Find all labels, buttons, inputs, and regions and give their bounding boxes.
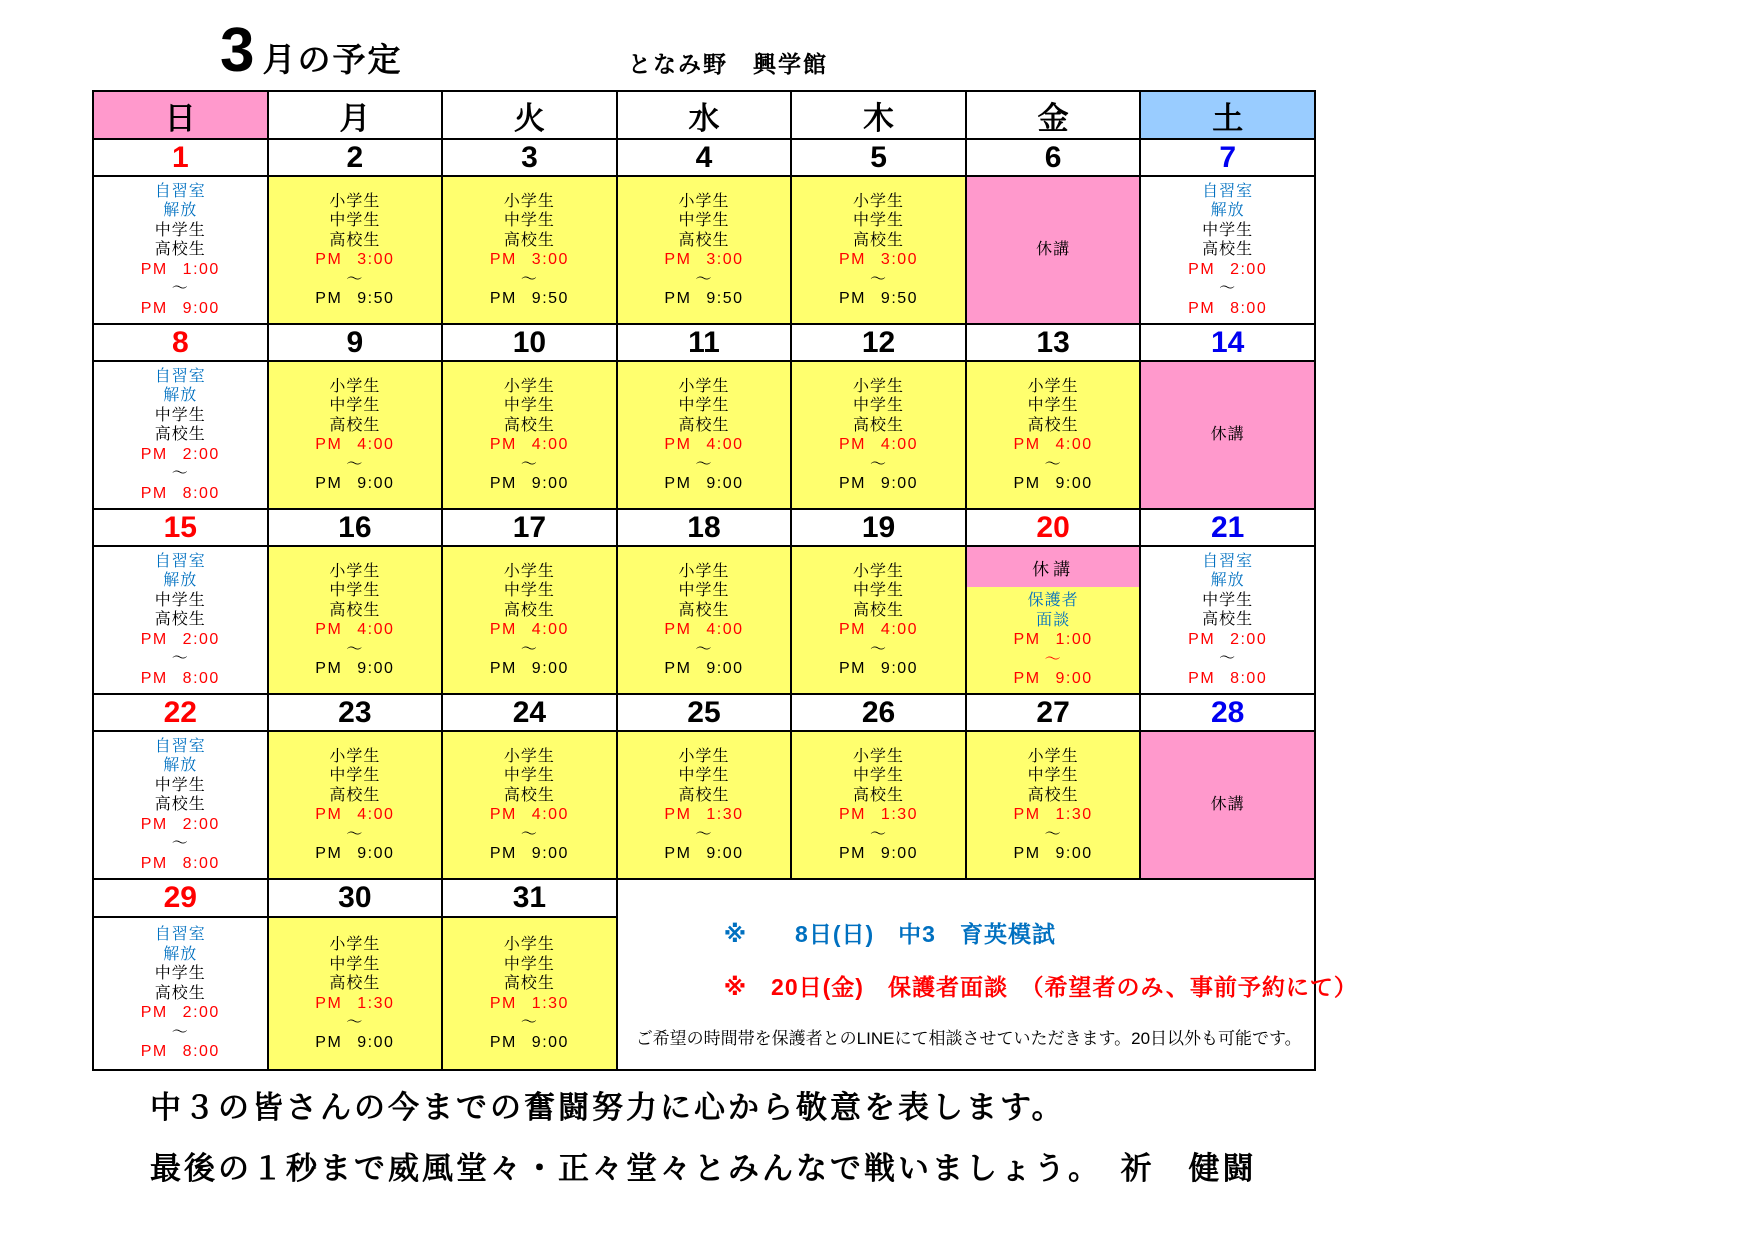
schedule-line: PM 9:50 [838, 290, 919, 307]
date-cell-22: 22 [93, 694, 268, 731]
schedule-lines [269, 177, 442, 323]
organization-name: となみ野 興学館 [628, 51, 828, 77]
schedule-line: ～ [1044, 455, 1062, 473]
schedule-line: PM 9:00 [1013, 475, 1093, 492]
schedule-cell-27 [966, 731, 1141, 879]
schedule-cell-13 [966, 361, 1141, 509]
schedule-row [93, 176, 1315, 324]
schedule-cell-9 [268, 361, 443, 509]
date-cell-20: 20 [966, 509, 1141, 546]
schedule-line: 高校生 [329, 975, 381, 993]
schedule-line: ～ [171, 650, 189, 668]
schedule-line: PM 2:00 [140, 1004, 220, 1022]
schedule-lines [269, 921, 442, 1067]
month-title-label: 月の予定 [262, 41, 403, 78]
date-row [93, 694, 1315, 731]
schedule-line: 小学生 [329, 562, 381, 580]
schedule-line: 小学生 [1027, 747, 1079, 765]
schedule-line: ～ [1044, 650, 1062, 668]
schedule-line: PM 8:00 [140, 484, 220, 502]
schedule-cell-1 [93, 176, 268, 324]
schedule-line: ～ [520, 640, 538, 658]
schedule-lines [94, 547, 267, 693]
schedule-cell-20 [966, 546, 1141, 694]
schedule-line: 小学生 [678, 747, 730, 765]
schedule-line: 小学生 [503, 936, 555, 954]
schedule-cell-30 [268, 917, 443, 1070]
schedule-line: PM 8:00 [1188, 299, 1268, 317]
schedule-line: 高校生 [154, 241, 206, 259]
schedule-cell-26 [791, 731, 966, 879]
schedule-line: ～ [520, 1014, 538, 1032]
schedule-line: 小学生 [329, 747, 381, 765]
schedule-lines [443, 177, 616, 323]
schedule-line: PM 9:00 [1013, 670, 1093, 688]
schedule-line: 自習室 [154, 737, 206, 755]
schedule-cell-15 [93, 546, 268, 694]
schedule-line: 中学生 [503, 582, 555, 599]
schedule-line: ～ [870, 825, 888, 843]
schedule-line: PM 9:00 [489, 1033, 569, 1051]
schedule-cell-18 [617, 546, 792, 694]
schedule-line: PM 9:00 [489, 660, 569, 677]
schedule-cell-3 [442, 176, 617, 324]
schedule-line: 高校生 [1202, 241, 1254, 259]
schedule-cell-6 [966, 176, 1141, 324]
schedule-line: ～ [695, 640, 713, 658]
date-cell-11: 11 [617, 324, 792, 361]
closed-label: 休講 [1210, 426, 1245, 444]
schedule-line: 高校生 [678, 786, 730, 804]
date-cell-15: 15 [93, 509, 268, 546]
schedule-calendar-table [92, 90, 1358, 1071]
schedule-line: PM 1:00 [1013, 631, 1093, 649]
schedule-line: 小学生 [678, 562, 730, 580]
schedule-line: 中学生 [853, 767, 905, 784]
schedule-lines [269, 732, 442, 878]
weekday-header-5: 金 [966, 91, 1141, 139]
schedule-line: PM 2:00 [1188, 630, 1268, 648]
weekday-header-row [93, 91, 1315, 139]
schedule-line: 中学生 [154, 221, 206, 239]
schedule-lines [792, 362, 965, 508]
schedule-line: 解放 [163, 387, 198, 405]
schedule-line: ～ [171, 465, 189, 483]
schedule-line: 中学生 [154, 591, 206, 609]
date-row [93, 139, 1315, 176]
schedule-line: PM 9:50 [664, 290, 744, 307]
schedule-line: ～ [695, 270, 713, 288]
date-cell-6: 6 [966, 139, 1141, 176]
schedule-line: ～ [1219, 280, 1237, 298]
weekday-header-0: 日 [93, 91, 268, 139]
schedule-line: PM 2:00 [140, 630, 220, 648]
schedule-line: PM 9:00 [838, 475, 919, 492]
schedule-line: 自習室 [154, 182, 206, 200]
date-row [93, 879, 1315, 917]
schedule-line: 面談 [1036, 611, 1071, 629]
date-cell-12: 12 [791, 324, 966, 361]
schedule-line: ～ [1219, 650, 1237, 668]
schedule-line: PM 9:00 [664, 660, 744, 677]
date-cell-28: 28 [1140, 694, 1315, 731]
schedule-line: PM 2:00 [140, 815, 220, 833]
schedule-line: PM 8:00 [140, 669, 220, 687]
schedule-cell-5 [791, 176, 966, 324]
schedule-line: ～ [1044, 825, 1062, 843]
schedule-line: 高校生 [329, 416, 381, 434]
schedule-line: 中学生 [503, 955, 555, 973]
schedule-line: 解放 [163, 945, 198, 963]
schedule-line: ～ [346, 455, 364, 473]
notes-area [617, 879, 1358, 1070]
schedule-line: PM 8:00 [140, 854, 220, 872]
date-cell-14: 14 [1140, 324, 1315, 361]
schedule-lines [94, 732, 267, 878]
schedule-lines [94, 362, 267, 508]
schedule-row [93, 361, 1315, 509]
date-cell-7: 7 [1140, 139, 1315, 176]
schedule-line: 小学生 [853, 562, 905, 580]
schedule-cell-10 [442, 361, 617, 509]
schedule-line: PM 1:30 [489, 994, 569, 1012]
schedule-line: PM 9:00 [315, 660, 395, 677]
schedule-line: 解放 [163, 202, 198, 220]
schedule-line: 高校生 [503, 231, 555, 249]
weekday-header-2: 火 [442, 91, 617, 139]
date-cell-17: 17 [442, 509, 617, 546]
schedule-line: ～ [520, 455, 538, 473]
schedule-line: PM 4:00 [1013, 436, 1093, 453]
schedule-line: PM 4:00 [838, 436, 919, 453]
schedule-line: 高校生 [678, 601, 730, 619]
weekday-header-4: 木 [791, 91, 966, 139]
schedule-line: PM 4:00 [315, 436, 395, 453]
schedule-line: ～ [346, 1014, 364, 1032]
schedule-line: ～ [346, 270, 364, 288]
schedule-line: 小学生 [678, 377, 730, 395]
schedule-line: 高校生 [329, 601, 381, 619]
schedule-line: ～ [346, 640, 364, 658]
closed-label: 休講 [1036, 241, 1071, 259]
schedule-line: PM 8:00 [1188, 669, 1268, 687]
schedule-row [93, 546, 1315, 694]
schedule-line: PM 9:00 [664, 845, 744, 862]
schedule-line: 自習室 [1202, 182, 1254, 200]
schedule-cell-2 [268, 176, 443, 324]
date-cell-4: 4 [617, 139, 792, 176]
schedule-lines [1141, 547, 1314, 693]
weekday-header-6: 土 [1140, 91, 1315, 139]
date-cell-1: 1 [93, 139, 268, 176]
schedule-lines [792, 547, 965, 693]
schedule-cell-25 [617, 731, 792, 879]
schedule-lines [792, 177, 965, 323]
date-cell-27: 27 [966, 694, 1141, 731]
split-cell-inner [967, 547, 1140, 693]
schedule-line: 中学生 [678, 212, 730, 229]
schedule-line: 中学生 [329, 397, 381, 414]
schedule-line: PM 9:00 [315, 845, 395, 862]
schedule-line: PM 9:00 [315, 475, 395, 492]
schedule-line: ～ [695, 455, 713, 473]
date-cell-31: 31 [442, 879, 617, 917]
schedule-line: PM 1:30 [838, 806, 919, 823]
schedule-line: 高校生 [503, 416, 555, 434]
schedule-cell-21 [1140, 546, 1315, 694]
closed-band: 休講 [967, 547, 1140, 587]
date-cell-25: 25 [617, 694, 792, 731]
schedule-line: 解放 [1210, 572, 1245, 590]
schedule-line: 高校生 [154, 984, 206, 1002]
schedule-line: 中学生 [503, 397, 555, 414]
schedule-line: PM 8:00 [140, 1043, 220, 1061]
schedule-line: 小学生 [503, 192, 555, 210]
schedule-lines [618, 547, 791, 693]
schedule-line: 中学生 [329, 212, 381, 229]
schedule-line: 小学生 [678, 192, 730, 210]
schedule-line: 高校生 [154, 426, 206, 444]
schedule-cell-17 [442, 546, 617, 694]
schedule-lines [967, 587, 1140, 693]
schedule-line: PM 4:00 [489, 621, 569, 638]
schedule-cell-14 [1140, 361, 1315, 509]
schedule-line: 中学生 [329, 955, 381, 973]
schedule-line: PM 9:00 [1013, 845, 1093, 862]
schedule-lines [618, 732, 791, 878]
schedule-line: ～ [870, 455, 888, 473]
schedule-line: ～ [346, 825, 364, 843]
schedule-line: 高校生 [329, 786, 381, 804]
schedule-line: 中学生 [154, 406, 206, 424]
schedule-line: ～ [520, 825, 538, 843]
schedule-lines [618, 362, 791, 508]
schedule-line: 中学生 [154, 965, 206, 983]
schedule-line: PM 2:00 [1188, 260, 1268, 278]
schedule-line: 高校生 [1027, 786, 1079, 804]
schedule-line: 高校生 [678, 416, 730, 434]
note-line-2: ご希望の時間帯を保護者とのLINEにて相談させていただきます。20日以外も可能です。 [635, 1029, 1302, 1048]
schedule-line: 自習室 [154, 926, 206, 944]
schedule-line: PM 9:00 [838, 660, 919, 677]
schedule-line: 高校生 [329, 231, 381, 249]
date-cell-29: 29 [93, 879, 268, 917]
schedule-cell-11 [617, 361, 792, 509]
schedule-line: 高校生 [853, 786, 905, 804]
date-cell-16: 16 [268, 509, 443, 546]
date-cell-13: 13 [966, 324, 1141, 361]
schedule-line: 高校生 [503, 601, 555, 619]
closed-label: 休講 [1210, 796, 1245, 814]
schedule-cell-23 [268, 731, 443, 879]
schedule-line: 小学生 [329, 192, 381, 210]
schedule-cell-28 [1140, 731, 1315, 879]
schedule-line: 高校生 [853, 231, 905, 249]
schedule-lines [443, 921, 616, 1067]
schedule-line: 高校生 [503, 975, 555, 993]
schedule-line: 中学生 [853, 397, 905, 414]
schedule-line: 高校生 [853, 601, 905, 619]
schedule-line: PM 4:00 [489, 436, 569, 453]
footer-message-1: 中３の皆さんの今までの奮闘努力に心から敬意を表します。 [150, 1090, 1066, 1125]
date-cell-30: 30 [268, 879, 443, 917]
schedule-line: 中学生 [503, 767, 555, 784]
schedule-line: 自習室 [154, 367, 206, 385]
schedule-line: 小学生 [503, 377, 555, 395]
schedule-line: 高校生 [1027, 416, 1079, 434]
schedule-cell-29 [93, 917, 268, 1070]
date-cell-26: 26 [791, 694, 966, 731]
schedule-line: PM 1:30 [1013, 806, 1093, 823]
date-cell-23: 23 [268, 694, 443, 731]
schedule-line: 中学生 [853, 582, 905, 599]
schedule-line: PM 4:00 [315, 806, 395, 823]
schedule-line: 中学生 [329, 767, 381, 784]
schedule-line: PM 9:00 [489, 845, 569, 862]
schedule-cell-22 [93, 731, 268, 879]
schedule-lines [269, 547, 442, 693]
schedule-cell-16 [268, 546, 443, 694]
schedule-line: PM 3:00 [489, 251, 569, 268]
schedule-line: 中学生 [154, 776, 206, 794]
schedule-line: 高校生 [853, 416, 905, 434]
schedule-line: ～ [870, 270, 888, 288]
schedule-line: PM 4:00 [315, 621, 395, 638]
schedule-lines [792, 732, 965, 878]
date-cell-2: 2 [268, 139, 443, 176]
date-cell-19: 19 [791, 509, 966, 546]
schedule-line: 中学生 [1027, 397, 1079, 414]
schedule-row [93, 731, 1315, 879]
schedule-cell-19 [791, 546, 966, 694]
schedule-line: PM 4:00 [664, 621, 744, 638]
schedule-line: ～ [870, 640, 888, 658]
schedule-line: 保護者 [1027, 592, 1079, 610]
schedule-lines [94, 177, 267, 323]
date-cell-21: 21 [1140, 509, 1315, 546]
schedule-line: PM 2:00 [140, 445, 220, 463]
schedule-line: 高校生 [678, 231, 730, 249]
schedule-line: PM 9:50 [489, 290, 569, 307]
date-cell-3: 3 [442, 139, 617, 176]
schedule-line: ～ [695, 825, 713, 843]
schedule-line: PM 3:00 [315, 251, 395, 268]
note-line-1: ※ 20日(金) 保護者面談 （希望者のみ、事前予約にて） [723, 974, 1358, 1000]
schedule-cell-12 [791, 361, 966, 509]
date-cell-9: 9 [268, 324, 443, 361]
footer-message-2: 最後の１秒まで威風堂々・正々堂々とみんなで戦いましょう。 祈 健闘 [150, 1151, 1257, 1186]
schedule-line: 小学生 [1027, 377, 1079, 395]
date-cell-18: 18 [617, 509, 792, 546]
schedule-line: PM 1:30 [315, 994, 395, 1012]
schedule-line: 中学生 [329, 582, 381, 599]
schedule-line: 自習室 [1202, 552, 1254, 570]
schedule-line: 小学生 [503, 747, 555, 765]
schedule-line: 小学生 [853, 377, 905, 395]
schedule-line: 中学生 [503, 212, 555, 229]
date-row [93, 509, 1315, 546]
schedule-line: 中学生 [1027, 767, 1079, 784]
schedule-lines [443, 732, 616, 878]
schedule-line: PM 9:00 [315, 1033, 395, 1051]
month-number: 3 [220, 16, 255, 85]
schedule-line: ～ [171, 1023, 189, 1041]
date-cell-5: 5 [791, 139, 966, 176]
schedule-line: PM 3:00 [664, 251, 744, 268]
schedule-lines [443, 547, 616, 693]
schedule-line: 中学生 [678, 582, 730, 599]
note-line-0: ※ 8日(日) 中3 育英模試 [723, 921, 1056, 947]
schedule-line: 中学生 [678, 767, 730, 784]
schedule-line: 高校生 [154, 611, 206, 629]
schedule-line: PM 9:50 [315, 290, 395, 307]
schedule-line: 解放 [1210, 202, 1245, 220]
schedule-line: 小学生 [503, 562, 555, 580]
schedule-line: 自習室 [154, 552, 206, 570]
date-cell-8: 8 [93, 324, 268, 361]
schedule-line: PM 9:00 [664, 475, 744, 492]
date-cell-24: 24 [442, 694, 617, 731]
weekday-header-3: 水 [617, 91, 792, 139]
schedule-cell-4 [617, 176, 792, 324]
weekday-header-1: 月 [268, 91, 443, 139]
schedule-line: 高校生 [154, 796, 206, 814]
schedule-lines [443, 362, 616, 508]
schedule-line: 高校生 [1202, 611, 1254, 629]
schedule-line: PM 9:00 [838, 845, 919, 862]
schedule-lines [269, 362, 442, 508]
schedule-line: 解放 [163, 757, 198, 775]
schedule-line: ～ [171, 835, 189, 853]
schedule-cell-31 [442, 917, 617, 1070]
schedule-line: PM 4:00 [838, 621, 919, 638]
schedule-cell-7 [1140, 176, 1315, 324]
schedule-line: PM 3:00 [838, 251, 919, 268]
schedule-line: 中学生 [1202, 221, 1254, 239]
schedule-lines [967, 362, 1140, 508]
schedule-line: ～ [171, 280, 189, 298]
schedule-line: PM 4:00 [489, 806, 569, 823]
schedule-line: PM 1:30 [664, 806, 744, 823]
schedule-lines [94, 921, 267, 1067]
schedule-line: 小学生 [329, 936, 381, 954]
schedule-lines [967, 732, 1140, 878]
schedule-cell-24 [442, 731, 617, 879]
schedule-line: 中学生 [853, 212, 905, 229]
schedule-line: 高校生 [503, 786, 555, 804]
schedule-line: 中学生 [1202, 591, 1254, 609]
schedule-line: PM 4:00 [664, 436, 744, 453]
schedule-line: PM 1:00 [140, 260, 220, 278]
schedule-line: 小学生 [853, 747, 905, 765]
schedule-line: 中学生 [678, 397, 730, 414]
schedule-lines [618, 177, 791, 323]
schedule-line: 解放 [163, 572, 198, 590]
date-cell-10: 10 [442, 324, 617, 361]
schedule-line: PM 9:00 [140, 299, 220, 317]
schedule-cell-8 [93, 361, 268, 509]
schedule-line: 小学生 [329, 377, 381, 395]
schedule-line: ～ [520, 270, 538, 288]
date-row [93, 324, 1315, 361]
schedule-line: PM 9:00 [489, 475, 569, 492]
schedule-line: 小学生 [853, 192, 905, 210]
page-title [220, 16, 403, 85]
schedule-lines [1141, 177, 1314, 323]
